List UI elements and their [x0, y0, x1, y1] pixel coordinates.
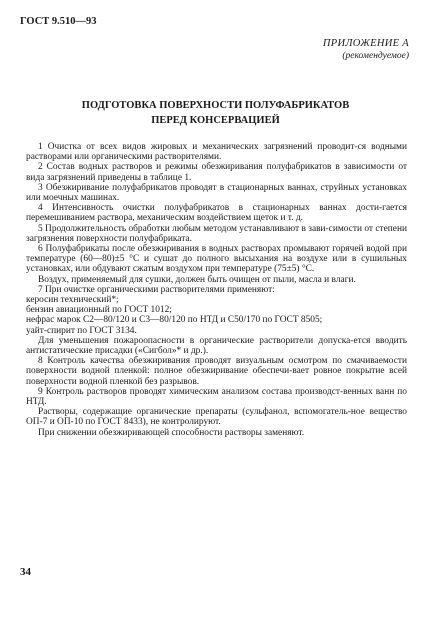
document-body	[26, 142, 407, 438]
paragraph-9: 9 Контроль растворов проводят химическим анализом состава производст-венных ванн по НТД.	[26, 386, 407, 408]
page-number: 34	[20, 566, 31, 578]
paragraph-5: 5 Продолжительность обработки любым методом устанавливают в зави-симости от степени загрязнения поверхности полуфабриката.	[26, 223, 407, 244]
appendix-label	[323, 38, 409, 61]
paragraph-9-note: Растворы, содержащие органические препараты (сульфанол, вспомогатель-ное вещество ОП-7 и ОП-10 по ГОСТ 8433), не контролируют.	[26, 407, 407, 428]
paragraph-6-note: Воздух, применяемый для сушки, должен быть очищен от пыли, масла и влаги.	[38, 274, 356, 285]
paragraph-6: 6 Полуфабрикаты после обезжиривания в водных растворах промывают горячей водой при температуре (60—80)±5 °С и сушат до полного высыхания на воздухе или в сушильных установках, или обдувают сжатым воздухом при температуре (75±5) °С.	[26, 244, 407, 275]
paragraph-8: 8 Контроль качества обезжиривания проводят визуальным осмотром по смачиваемости поверхности водной пленкой: полное обезжиривание обеспечи-вает ровное покрытие всей поверхности водной пленкой без разрывов.	[26, 356, 407, 387]
standard-number: ГОСТ 9.510—93	[20, 16, 97, 27]
appendix-status: (рекомендуемое)	[342, 51, 409, 61]
paragraph-7: 7 При очистке органическими растворителями применяют:	[38, 284, 275, 295]
paragraph-7-note: Для уменьшения пожароопасности в органические растворители допуска-ется вводить антистатические присадки («Сигбол»* и др.).	[26, 335, 407, 357]
appendix-title: ПРИЛОЖЕНИЕ А	[322, 38, 409, 49]
list-item-kerosene: керосин технический*;	[26, 295, 119, 306]
paragraph-final: При снижении обезжиривающей способности растворы заменяют.	[38, 427, 305, 438]
title-line-1: ПОДГОТОВКА ПОВЕРХНОСТИ ПОЛУФАБРИКАТОВ	[81, 100, 350, 111]
paragraph-1: 1 Очистка от всех видов жировых и механических загрязнений проводит-ся водными растворами или органическими растворителями.	[26, 142, 407, 163]
paragraph-2: 2 Состав водных растворов и режимы обезжиривания полуфабрикатов в зависимости от вида загрязнений приведены в таблице 1.	[26, 162, 407, 183]
title-line-2: ПЕРЕД КОНСЕРВАЦИЕЙ	[151, 115, 280, 126]
paragraph-3: 3 Обезжиривание полуфабрикатов проводят в стационарных ваннах, струйных установках или моечных машинах.	[26, 182, 407, 204]
paragraph-4: 4 Интенсивность очистки полуфабрикатов в стационарных ваннах дости-гается перемешиванием раствора, механическим воздействием щеток и т. д.	[26, 203, 407, 224]
list-item-nefras: нефрас марок С2—80/120 и С3—80/120 по НТД и С50/170 по ГОСТ 8505;	[26, 315, 323, 326]
page-title	[40, 98, 391, 128]
list-item-white-spirit: уайт-спирит по ГОСТ 3134.	[26, 325, 137, 336]
list-item-gasoline: бензин авиационный по ГОСТ 1012;	[26, 305, 172, 316]
